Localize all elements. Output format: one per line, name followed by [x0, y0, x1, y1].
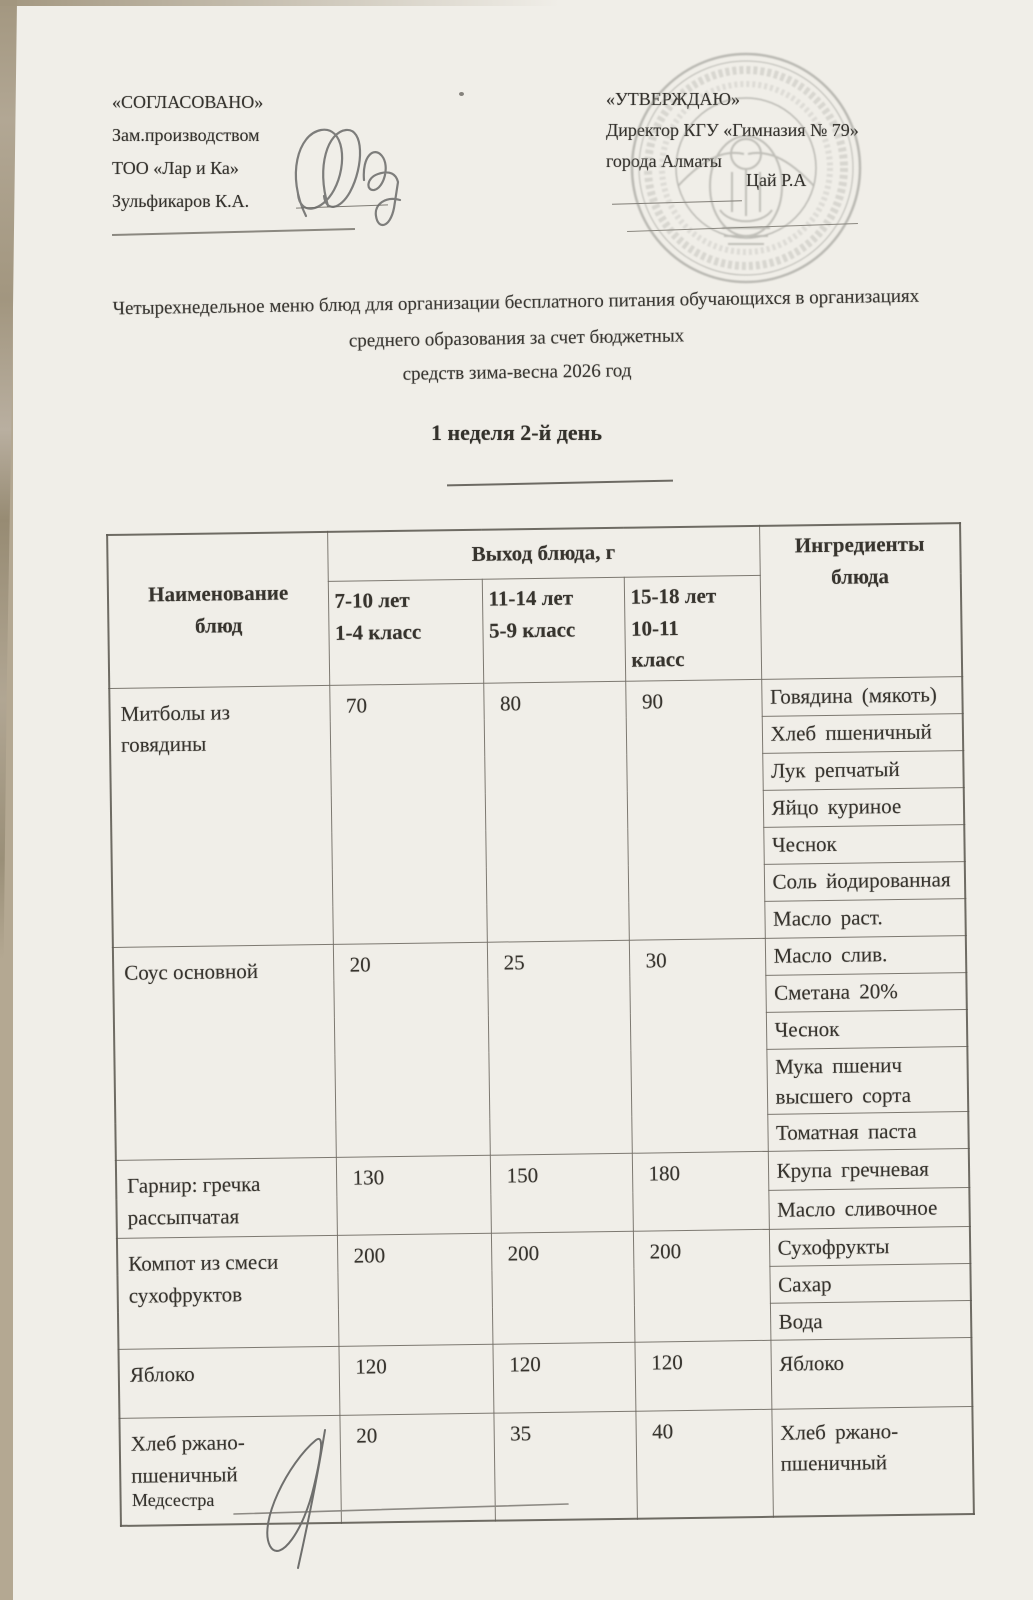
col-header-age-11-14: 11-14 лет 5-9 класс: [482, 577, 625, 682]
dish-name-cell: Соус основной: [113, 944, 336, 1161]
col-header-dish: Наименование блюд: [107, 532, 329, 688]
approved-line-2: города Алматы: [606, 151, 722, 171]
qty-7-10-cell: 200: [337, 1234, 493, 1347]
ingredient-cell: Масло слив.: [765, 935, 966, 975]
dish-name-cell: Компот из смеси сухофруктов: [117, 1236, 339, 1350]
qty-11-14-cell: 200: [491, 1232, 635, 1345]
ingredient-cell: Сахар: [769, 1264, 970, 1304]
col-header-age-7-10: 7-10 лет 1-4 класс: [328, 579, 483, 685]
qty-15-18-cell: 90: [625, 679, 765, 940]
menu-table-header: [107, 523, 962, 688]
nurse-label: Медсестра: [132, 1490, 215, 1510]
ingredient-cell: Вода: [770, 1301, 971, 1341]
ingredient-cell: Хлеб ржано- пшеничный: [771, 1407, 973, 1517]
qty-11-14-cell: 35: [493, 1412, 636, 1521]
col-header-ingredients: Ингредиенты блюда: [759, 523, 962, 679]
dish-name-cell: Яблоко: [118, 1347, 339, 1419]
menu-table-body: [109, 676, 974, 1526]
ingredient-cell: Сухофрукты: [769, 1227, 970, 1267]
ingredient-cell: Масло сливочное: [768, 1188, 970, 1230]
qty-11-14-cell: 80: [483, 681, 629, 942]
title-line-3: средств зима-весна 2026 год: [402, 360, 632, 385]
qty-7-10-cell: 130: [336, 1156, 491, 1236]
qty-15-18-cell: 30: [629, 938, 768, 1154]
qty-15-18-cell: 120: [634, 1341, 771, 1412]
qty-7-10-cell: 20: [333, 942, 490, 1158]
agreed-title: «СОГЛАСОВАНО»: [112, 92, 264, 112]
dish-name-cell: Хлеб ржано- пшеничный: [119, 1416, 340, 1527]
week-day-subtitle: 1 неделя 2-й день: [431, 420, 602, 445]
ingredient-cell: Говядина (мякоть): [761, 676, 962, 716]
nurse-signature: [228, 1418, 578, 1583]
ingredient-cell: Хлеб пшеничный: [762, 713, 963, 753]
menu-table-row: [118, 1338, 972, 1419]
ingredient-cell: Соль йодированная: [764, 861, 965, 901]
agreed-line-2: ТОО «Лар и Ка»: [112, 158, 239, 178]
document-title: [0, 284, 1033, 392]
ingredient-cell: Чеснок: [766, 1009, 967, 1049]
official-stamp: [620, 40, 872, 298]
approved-signer-name: Цай Р.А: [746, 170, 807, 190]
title-line-1: Четырехнедельное меню блюд для организации бесплатного питания обучающихся в организациях: [112, 285, 920, 320]
ingredient-cell: Крупа гречневая: [768, 1149, 970, 1191]
agreed-line-3: Зульфикаров К.А.: [112, 191, 250, 211]
qty-11-14-cell: 150: [490, 1154, 633, 1234]
agreed-block: [112, 86, 263, 218]
ingredient-cell: Яблоко: [770, 1338, 972, 1410]
ingredient-cell: Сметана 20%: [765, 972, 966, 1012]
agreed-signature: [276, 116, 426, 238]
ingredient-cell: Мука пшенич высшего сорта: [766, 1046, 968, 1115]
agreed-line-1: Зам.производством: [112, 125, 260, 145]
photo-edge-top: [0, 0, 560, 6]
ink-speck: [459, 92, 464, 96]
qty-7-10-cell: 20: [339, 1414, 494, 1524]
qty-15-18-cell: 180: [632, 1152, 769, 1232]
qty-11-14-cell: 25: [487, 940, 632, 1156]
dish-name-cell: Митболы из говядины: [109, 685, 333, 947]
menu-table: [106, 522, 975, 1527]
ingredient-cell: Томатная паста: [767, 1112, 968, 1152]
ingredient-cell: Лук репчатый: [762, 750, 963, 790]
qty-11-14-cell: 120: [492, 1343, 635, 1414]
dish-name-cell: Гарнир: гречка рассыпчатая: [116, 1158, 337, 1239]
title-line-2: среднего образования за счет бюджетных: [348, 325, 685, 352]
qty-7-10-cell: 120: [338, 1345, 493, 1416]
col-header-output: Выход блюда, г: [327, 526, 760, 582]
approved-title: «УТВЕРЖДАЮ»: [606, 89, 741, 109]
qty-15-18-cell: 200: [633, 1230, 771, 1343]
col-header-age-15-18: 15-18 лет 10-11 класс: [624, 575, 761, 680]
ingredient-cell: Масло раст.: [764, 898, 965, 938]
ingredient-cell: Яйцо куриное: [763, 787, 964, 827]
qty-7-10-cell: 70: [329, 683, 487, 944]
qty-15-18-cell: 40: [635, 1410, 773, 1519]
ingredient-cell: Чеснок: [763, 824, 964, 864]
approved-line-1: Директор КГУ «Гимназия № 79»: [606, 120, 859, 140]
